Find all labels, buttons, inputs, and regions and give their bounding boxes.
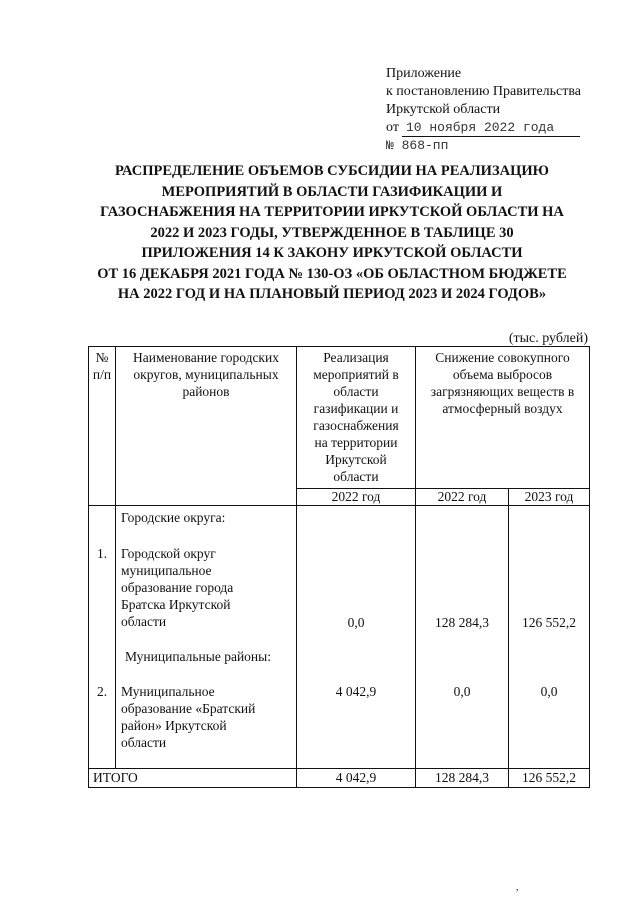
header-em-l2: объема выбросов <box>452 367 553 382</box>
row1-name <box>121 545 233 630</box>
row2-em-2022: 0,0 <box>453 684 471 699</box>
header-number-l1: № <box>95 350 109 365</box>
row1-name-l3: образование города <box>121 580 234 595</box>
row1-em-2023: 126 552,2 <box>522 615 576 630</box>
section-municipal-districts: Муниципальные районы: <box>125 649 271 664</box>
total-em-2022: 128 284,3 <box>416 769 509 788</box>
row1-gas-2022: 0,0 <box>347 615 365 630</box>
date-prefix: от <box>386 120 399 135</box>
header-gas-l8: области <box>333 469 379 484</box>
header-gas-l4: газификации и <box>313 401 399 416</box>
section-city-districts: Городские округа: <box>121 510 226 525</box>
row1-name-l5: области <box>121 614 167 629</box>
subsidy-table <box>88 346 590 788</box>
appendix-number-line <box>386 137 626 155</box>
body-em2022-cell <box>416 506 509 769</box>
title-line-4: 2022 И 2023 ГОДЫ, УТВЕРЖДЕННОЕ В ТАБЛИЦЕ 30 <box>150 224 514 241</box>
header-em-l4: атмосферный воздух <box>442 401 563 416</box>
header-gas-l1: Реализация <box>323 350 389 365</box>
header-name-l3: районов <box>182 384 230 399</box>
appendix-line-2: к постановлению Правительства <box>386 84 582 99</box>
scan-mark: , <box>516 882 519 893</box>
body-name-cell <box>116 506 297 769</box>
year-em-2022: 2022 год <box>416 489 509 506</box>
row1-em-2022: 128 284,3 <box>435 615 489 630</box>
year-em-2023: 2023 год <box>509 489 590 506</box>
header-number <box>89 347 116 506</box>
row2-name-l2: образование «Братский <box>121 701 256 716</box>
table-body-row <box>89 506 590 769</box>
document-title <box>88 161 576 305</box>
title-line-3: ГАЗОСНАБЖЕНИЯ НА ТЕРРИТОРИИ ИРКУТСКОЙ ОБЛАСТИ НА <box>100 204 564 220</box>
header-name-l1: Наименование городских <box>133 350 279 365</box>
appendix-line-3: Иркутской области <box>386 102 501 117</box>
row2-name-l3: район» Иркутской <box>121 718 227 733</box>
total-row <box>89 769 590 788</box>
title-line-7: НА 2022 ГОД И НА ПЛАНОВЫЙ ПЕРИОД 2023 И 2024 ГОДОВ» <box>117 286 547 302</box>
body-number-cell <box>89 506 116 769</box>
header-gas-l6: на территории <box>314 435 398 450</box>
title-line-6: ОТ 16 ДЕКАБРЯ 2021 ГОДА № 130-ОЗ «ОБ ОБЛАСТНОМ БЮДЖЕТЕ <box>97 265 567 282</box>
header-gas-l2: мероприятий в <box>313 367 399 382</box>
row2-name <box>121 683 255 751</box>
table-header-row <box>89 347 590 489</box>
appendix-date-line <box>386 119 626 137</box>
total-em-2023: 126 552,2 <box>509 769 590 788</box>
row1-name-l2: муниципальное <box>121 563 212 578</box>
row2-name-l4: области <box>121 735 167 750</box>
row1-number: 1. <box>96 546 108 561</box>
document-number: № 868-пп <box>386 138 449 153</box>
date-field <box>402 120 580 137</box>
row2-gas-2022: 4 042,9 <box>335 684 377 699</box>
row1-name-l1: Городской округ <box>121 546 216 561</box>
header-gasification <box>297 347 416 489</box>
row2-name-l1: Муниципальное <box>121 684 215 699</box>
row2-number: 2. <box>96 684 108 699</box>
row2-em-2023: 0,0 <box>540 684 558 699</box>
header-gas-l3: области <box>333 384 379 399</box>
date-value: 10 ноября 2022 года <box>405 120 555 135</box>
row1-name-l4: Братска Иркутской <box>121 597 231 612</box>
body-gas-cell <box>297 506 416 769</box>
header-em-l3: загрязняющих веществ в <box>430 384 575 399</box>
header-gas-l5: газоснабжения <box>313 418 399 433</box>
header-emissions <box>416 347 590 489</box>
header-name-l2: округов, муниципальных <box>133 367 279 382</box>
units-label: (тыс. рублей) <box>508 331 588 346</box>
title-line-1: РАСПРЕДЕЛЕНИЕ ОБЪЕМОВ СУБСИДИИ НА РЕАЛИЗАЦИЮ <box>115 163 549 179</box>
header-number-l2: п/п <box>92 367 112 382</box>
year-gas-2022: 2022 год <box>297 489 416 506</box>
total-label: ИТОГО <box>89 769 297 788</box>
title-line-2: МЕРОПРИЯТИЙ В ОБЛАСТИ ГАЗИФИКАЦИИ И <box>161 183 503 200</box>
header-gas-l7: Иркутской <box>325 452 387 467</box>
appendix-line-1: Приложение <box>386 66 462 81</box>
appendix-block <box>386 65 626 155</box>
total-gas-2022: 4 042,9 <box>297 769 416 788</box>
header-name <box>116 347 297 506</box>
body-em2023-cell <box>509 506 590 769</box>
header-em-l1: Снижение совокупного <box>435 350 570 365</box>
title-line-5: ПРИЛОЖЕНИЯ 14 К ЗАКОНУ ИРКУТСКОЙ ОБЛАСТИ <box>141 245 523 261</box>
